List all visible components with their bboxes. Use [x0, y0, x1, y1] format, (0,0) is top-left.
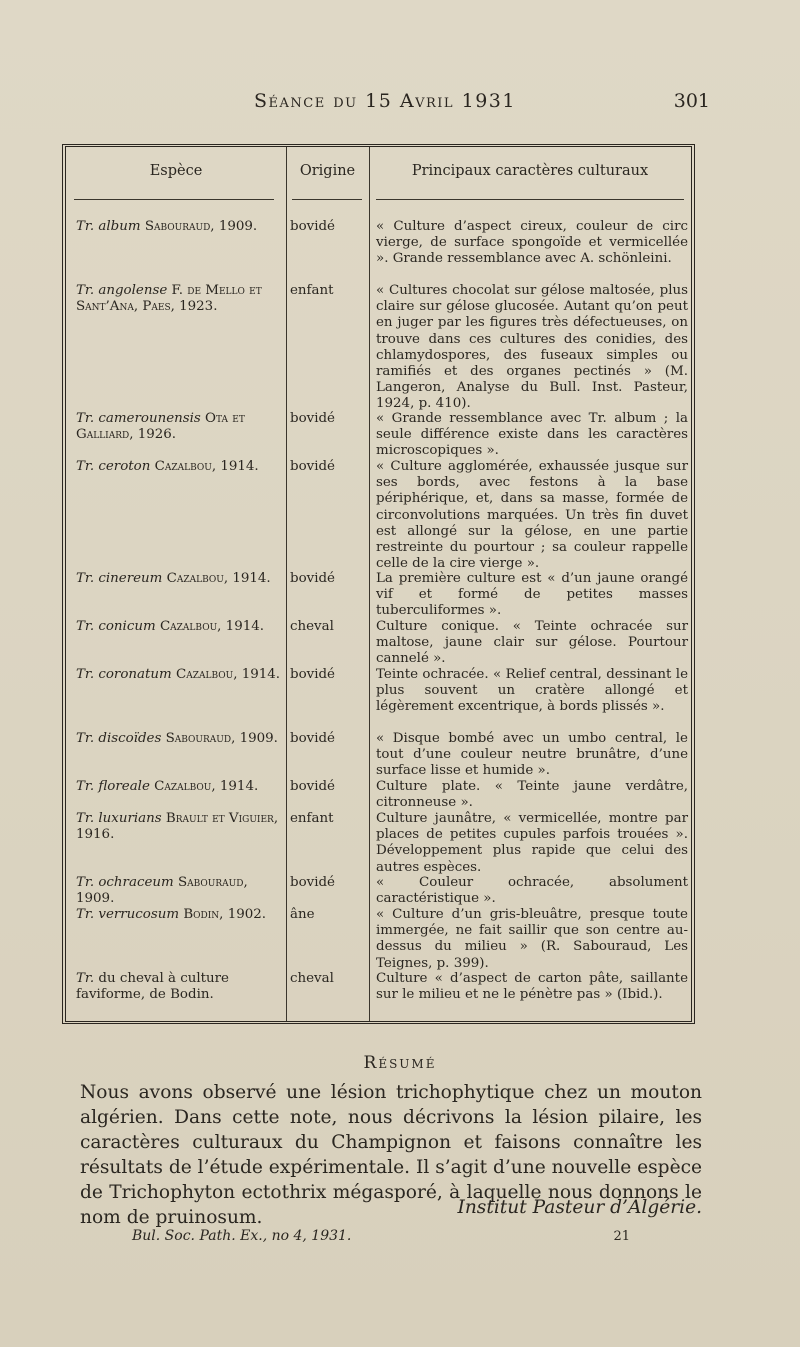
espece-cell: Tr. coronatum Cazalbou, 1914.	[76, 667, 281, 682]
caracteres-cell: Culture jaunâtre, « vermicellée, montre par places de petites cupules parfois trouées ». Développement plus rapide que celui des autres espèces.	[376, 811, 688, 875]
table-header	[66, 147, 691, 199]
running-head	[60, 90, 710, 116]
origine-cell: bovidé	[290, 667, 335, 682]
espece-cell: Tr. conicum Cazalbou, 1914.	[76, 619, 265, 634]
citation-footer: Bul. Soc. Path. Ex., no 4, 1931.	[132, 1228, 352, 1244]
caracteres-cell: « Cultures chocolat sur gélose maltosée, plus claire sur gélose glucosée. Autant qu’on peut en juger par les figures très défectueuses, on trouve dans ces cultures des conidies, des chlamydospores, des fuseaux simples ou ramifiés et des organes pectinés » (M. Langeron, Analyse du Bull. Inst. Pasteur, 1924, p. 410).	[376, 283, 688, 412]
espece-cell: Tr. luxurians Brault et Viguier, 1916.	[76, 811, 279, 843]
origine-cell: bovidé	[290, 779, 335, 794]
caracteres-cell: Culture plate. « Teinte jaune verdâtre, citronneuse ».	[376, 779, 688, 811]
origine-cell: cheval	[290, 971, 334, 986]
column-header-caracteres: Principaux caractères culturaux	[411, 163, 649, 179]
espece-cell: Tr. album Sabouraud, 1909.	[76, 219, 258, 234]
header-rule	[292, 199, 362, 200]
header-rule	[74, 199, 274, 200]
caracteres-cell: « Grande ressemblance avec Tr. album ; la seule différence existe dans les caractères microscopiques ».	[376, 411, 688, 459]
caracteres-cell: « Disque bombé avec un umbo central, le tout d’une couleur neutre brunâtre, d’une surface lisse et humide ».	[376, 731, 688, 779]
column-divider	[369, 147, 370, 1021]
caracteres-cell: Teinte ochracée. « Relief central, dessinant le plus souvent un cratère allongé et légèrement excentrique, à bords plissés ».	[376, 667, 688, 715]
origine-cell: âne	[290, 907, 315, 922]
espece-cell: Tr. angolense F. de Mello et Sant’Ana, Paes, 1923.	[76, 283, 262, 315]
origine-cell: enfant	[290, 283, 334, 298]
sheet-number: 21	[613, 1229, 630, 1244]
espece-cell: Tr. du cheval à culture faviforme, de Bodin.	[76, 971, 229, 1003]
caracteres-cell: « Couleur ochracée, absolument caractéristique ».	[376, 875, 688, 907]
caracteres-cell: La première culture est « d’un jaune orangé vif et formé de petites masses tuberculiformes ».	[376, 571, 688, 619]
origine-cell: bovidé	[290, 875, 335, 890]
origine-cell: cheval	[290, 619, 334, 634]
origine-cell: bovidé	[290, 219, 335, 234]
column-header-espece: Espèce	[149, 163, 203, 179]
caracteres-cell: « Culture d’aspect cireux, couleur de circ vierge, de surface spongoïde et vermicellée ». Grande ressemblance avec A. schönleini.	[376, 219, 688, 267]
origine-cell: enfant	[290, 811, 334, 826]
header-rule	[376, 199, 684, 200]
caracteres-cell: « Culture d’un gris-bleuâtre, presque toute immergée, ne fait saillir que son centre au-dessus du milieu » (R. Sabouraud, Les Teignes, p. 399).	[376, 907, 688, 971]
espece-cell: Tr. camerounensis Ota et Galliard, 1926.	[76, 411, 245, 443]
origine-cell: bovidé	[290, 411, 335, 426]
column-divider	[286, 147, 287, 1021]
caracteres-cell: « Culture agglomérée, exhaussée jusque sur ses bords, avec festons à la base périphérique, et, dans sa masse, formée de circonvolutions marquées. Un très fin duvet est allongé sur la gélose, en une partie restreinte du pourtour ; sa couleur rappelle celle de la cire vierge ».	[376, 459, 688, 572]
espece-cell: Tr. verrucosum Bodin, 1902.	[76, 907, 267, 922]
espece-cell: Tr. discoïdes Sabouraud, 1909.	[76, 731, 278, 746]
espece-cell: Tr. cinereum Cazalbou, 1914.	[76, 571, 271, 586]
origine-cell: bovidé	[290, 571, 335, 586]
culture-table	[62, 144, 695, 1024]
resume-title: Résumé	[363, 1053, 437, 1073]
caracteres-cell: Culture conique. « Teinte ochracée sur maltose, jaune clair sur gélose. Pourtour cannelé ».	[376, 619, 688, 667]
author-signature: Institut Pasteur d’Algérie.	[457, 1197, 702, 1218]
espece-cell: Tr. ochraceum Sabouraud, 1909.	[76, 875, 248, 907]
caracteres-cell: Culture « d’aspect de carton pâte, saillante sur le milieu et ne le pénètre pas » (Ibid.).	[376, 971, 688, 1003]
resume-text: Nous avons observé une lésion trichophytique chez un mouton algérien. Dans cette note, nous décrivons la lésion pilaire, les caractères culturaux du Champignon et faisons connaître les résultats de l’étude expérimentale. Il s’agit d’une nouvelle espèce de Trichophyton ectothrix mégasporé, à laquelle nous donnons le nom de pruinosum.	[80, 1082, 702, 1228]
page-number: 301	[673, 90, 710, 112]
column-header-origine: Origine	[299, 163, 356, 179]
espece-cell: Tr. ceroton Cazalbou, 1914.	[76, 459, 259, 474]
running-title: Séance du 15 Avril 1931	[254, 90, 516, 112]
origine-cell: bovidé	[290, 459, 335, 474]
espece-cell: Tr. floreale Cazalbou, 1914.	[76, 779, 259, 794]
origine-cell: bovidé	[290, 731, 335, 746]
